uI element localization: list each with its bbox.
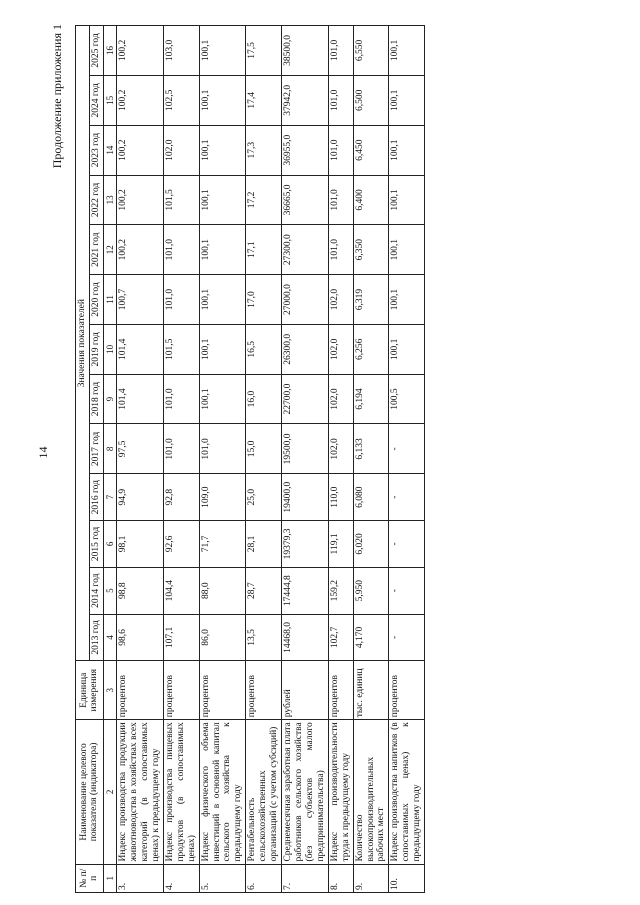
value-cell: 159,2 — [328, 567, 353, 614]
header-values-group: Значения показателей — [76, 26, 90, 661]
indicator-name: Индекс физического объема инвестиций в основной капитал сельского хозяйства к предыдущему году — [199, 720, 246, 864]
value-cell: 6,500 — [353, 75, 389, 125]
value-cell: 101,0 — [163, 225, 199, 275]
column-index: 6 — [103, 521, 116, 568]
value-cell: 100,1 — [389, 125, 425, 175]
value-cell: 6,020 — [353, 521, 389, 568]
row-number: 4. — [163, 864, 199, 892]
indicators-table — [75, 25, 425, 893]
value-cell: 100,1 — [389, 275, 425, 325]
value-cell: 17444,8 — [282, 567, 329, 614]
value-cell: 14468,0 — [282, 614, 329, 661]
column-index: 13 — [103, 175, 116, 225]
value-cell: 101,0 — [199, 424, 246, 474]
value-cell: 100,2 — [117, 26, 164, 76]
unit-cell: процентов — [246, 661, 282, 720]
value-cell: 100,1 — [199, 324, 246, 374]
value-cell: 109,0 — [199, 474, 246, 521]
value-cell: 26300,0 — [282, 324, 329, 374]
value-cell: 17,2 — [246, 175, 282, 225]
column-index-row — [103, 26, 116, 893]
value-cell: - — [389, 424, 425, 474]
year-header: 2017 год — [89, 424, 103, 474]
value-cell: 86,0 — [199, 614, 246, 661]
column-index: 2 — [103, 720, 116, 864]
continuation-label: Продолжение приложения 1 — [50, 24, 64, 169]
row-number: 10. — [389, 864, 425, 892]
year-header: 2024 год — [89, 75, 103, 125]
value-cell: 17,4 — [246, 75, 282, 125]
value-cell: 103,0 — [163, 26, 199, 76]
year-header: 2018 год — [89, 374, 103, 424]
value-cell: 101,5 — [163, 175, 199, 225]
value-cell: 25,0 — [246, 474, 282, 521]
value-cell: 101,0 — [328, 175, 353, 225]
indicator-name: Индекс производительности труда к предыдущему году — [328, 720, 353, 864]
row-number: 3. — [117, 864, 164, 892]
value-cell: 100,1 — [199, 26, 246, 76]
value-cell: 102,0 — [328, 275, 353, 325]
value-cell: 38500,0 — [282, 26, 329, 76]
value-cell: 100,1 — [389, 324, 425, 374]
value-cell: 6,450 — [353, 125, 389, 175]
table-row — [163, 26, 199, 893]
year-header: 2014 год — [89, 567, 103, 614]
value-cell: 119,1 — [328, 521, 353, 568]
column-index: 4 — [103, 614, 116, 661]
year-header: 2016 год — [89, 474, 103, 521]
column-index: 10 — [103, 324, 116, 374]
value-cell: 102,0 — [328, 324, 353, 374]
table-row — [328, 26, 353, 893]
table-row — [117, 26, 164, 893]
value-cell: 4,170 — [353, 614, 389, 661]
value-cell: 15,0 — [246, 424, 282, 474]
year-header: 2013 год — [89, 614, 103, 661]
column-index: 8 — [103, 424, 116, 474]
value-cell: 100,1 — [199, 175, 246, 225]
value-cell: 97,5 — [117, 424, 164, 474]
value-cell: 107,1 — [163, 614, 199, 661]
unit-cell: процентов — [328, 661, 353, 720]
value-cell: 92,6 — [163, 521, 199, 568]
year-header: 2015 год — [89, 521, 103, 568]
unit-cell: процентов — [117, 661, 164, 720]
value-cell: 13,5 — [246, 614, 282, 661]
table-row — [389, 26, 425, 893]
unit-cell: процентов — [199, 661, 246, 720]
value-cell: 37942,0 — [282, 75, 329, 125]
value-cell: 101,4 — [117, 374, 164, 424]
value-cell: 102,0 — [328, 424, 353, 474]
value-cell: 100,1 — [389, 225, 425, 275]
column-index: 11 — [103, 275, 116, 325]
indicator-name: Среднемесячная заработная плата работников сельского хозяйства (без субъектов малого предпринимательства) — [282, 720, 329, 864]
value-cell: 6,350 — [353, 225, 389, 275]
column-index: 9 — [103, 374, 116, 424]
table-row — [282, 26, 329, 893]
year-header: 2022 год — [89, 175, 103, 225]
indicator-name: Количество высокопроизводительных рабочих мест — [353, 720, 389, 864]
year-header: 2020 год — [89, 275, 103, 325]
value-cell: 100,2 — [117, 125, 164, 175]
table-row — [199, 26, 246, 893]
value-cell: 101,0 — [163, 275, 199, 325]
value-cell: 28,7 — [246, 567, 282, 614]
indicator-name: Индекс производства напитков (в сопоставимых ценах) к предыдущему году — [389, 720, 425, 864]
value-cell: 19500,0 — [282, 424, 329, 474]
column-index: 16 — [103, 26, 116, 76]
value-cell: 36665,0 — [282, 175, 329, 225]
unit-cell: процентов — [163, 661, 199, 720]
column-index: 1 — [103, 864, 116, 892]
value-cell: 100,1 — [389, 26, 425, 76]
header-name: Наименование целевого показателя (индикатора) — [76, 720, 104, 864]
year-header: 2023 год — [89, 125, 103, 175]
value-cell: 100,2 — [117, 225, 164, 275]
value-cell: 6,133 — [353, 424, 389, 474]
value-cell: 17,0 — [246, 275, 282, 325]
value-cell: 101,4 — [117, 324, 164, 374]
value-cell: 100,2 — [117, 75, 164, 125]
indicator-name: Рентабельность сельскохозяйственных организаций (с учетом субсидий) — [246, 720, 282, 864]
value-cell: 100,1 — [389, 175, 425, 225]
value-cell: 100,1 — [199, 75, 246, 125]
row-number: 8. — [328, 864, 353, 892]
value-cell: 6,319 — [353, 275, 389, 325]
value-cell: 100,5 — [389, 374, 425, 424]
value-cell: 71,7 — [199, 521, 246, 568]
value-cell: 6,194 — [353, 374, 389, 424]
header-unit: Единица измерения — [76, 661, 104, 720]
value-cell: - — [389, 614, 425, 661]
column-index: 12 — [103, 225, 116, 275]
value-cell: 94,9 — [117, 474, 164, 521]
value-cell: 101,0 — [328, 125, 353, 175]
value-cell: 92,8 — [163, 474, 199, 521]
page-number: 14 — [36, 446, 50, 459]
row-number: 6. — [246, 864, 282, 892]
value-cell: 101,0 — [328, 75, 353, 125]
indicator-name: Индекс производства пищевых продуктов (в сопоставимых ценах) — [163, 720, 199, 864]
value-cell: 101,0 — [328, 26, 353, 76]
value-cell: 5,950 — [353, 567, 389, 614]
row-number: 5. — [199, 864, 246, 892]
row-number: 7. — [282, 864, 329, 892]
value-cell: 100,1 — [389, 75, 425, 125]
value-cell: 101,5 — [163, 324, 199, 374]
value-cell: 104,4 — [163, 567, 199, 614]
value-cell: 6,080 — [353, 474, 389, 521]
year-header: 2021 год — [89, 225, 103, 275]
value-cell: - — [389, 521, 425, 568]
value-cell: 101,0 — [163, 374, 199, 424]
column-index: 15 — [103, 75, 116, 125]
value-cell: 98,6 — [117, 614, 164, 661]
value-cell: 17,3 — [246, 125, 282, 175]
unit-cell: рублей — [282, 661, 329, 720]
table-row — [246, 26, 282, 893]
value-cell: 100,1 — [199, 125, 246, 175]
unit-cell: тыс. единиц — [353, 661, 389, 720]
value-cell: - — [389, 567, 425, 614]
table-body — [117, 26, 425, 893]
value-cell: 100,7 — [117, 275, 164, 325]
value-cell: 101,0 — [163, 424, 199, 474]
year-header: 2025 год — [89, 26, 103, 76]
value-cell: 28,1 — [246, 521, 282, 568]
value-cell: 110,0 — [328, 474, 353, 521]
value-cell: 17,1 — [246, 225, 282, 275]
year-header: 2019 год — [89, 324, 103, 374]
value-cell: 100,1 — [199, 374, 246, 424]
indicator-name: Индекс производства продукции животноводства в хозяйствах всех категорий (в сопоставимых ценах) к предыдущему году — [117, 720, 164, 864]
value-cell: 16,5 — [246, 324, 282, 374]
value-cell: 19400,0 — [282, 474, 329, 521]
column-index: 3 — [103, 661, 116, 720]
row-number: 9. — [353, 864, 389, 892]
unit-cell: процентов — [389, 661, 425, 720]
value-cell: 6,550 — [353, 26, 389, 76]
value-cell: 27000,0 — [282, 275, 329, 325]
value-cell: 22700,0 — [282, 374, 329, 424]
value-cell: 6,256 — [353, 324, 389, 374]
value-cell: 88,0 — [199, 567, 246, 614]
value-cell: - — [389, 474, 425, 521]
column-index: 7 — [103, 474, 116, 521]
value-cell: 6,400 — [353, 175, 389, 225]
value-cell: 98,1 — [117, 521, 164, 568]
value-cell: 17,5 — [246, 26, 282, 76]
value-cell: 19379,3 — [282, 521, 329, 568]
value-cell: 98,8 — [117, 567, 164, 614]
value-cell: 27300,0 — [282, 225, 329, 275]
value-cell: 102,5 — [163, 75, 199, 125]
value-cell: 100,1 — [199, 225, 246, 275]
value-cell: 101,0 — [328, 225, 353, 275]
value-cell: 100,1 — [199, 275, 246, 325]
value-cell: 102,0 — [328, 374, 353, 424]
value-cell: 36955,0 — [282, 125, 329, 175]
value-cell: 102,7 — [328, 614, 353, 661]
table-row — [353, 26, 389, 893]
value-cell: 102,0 — [163, 125, 199, 175]
column-index: 14 — [103, 125, 116, 175]
value-cell: 16,0 — [246, 374, 282, 424]
header-num: № п/п — [76, 864, 104, 892]
value-cell: 100,2 — [117, 175, 164, 225]
column-index: 5 — [103, 567, 116, 614]
